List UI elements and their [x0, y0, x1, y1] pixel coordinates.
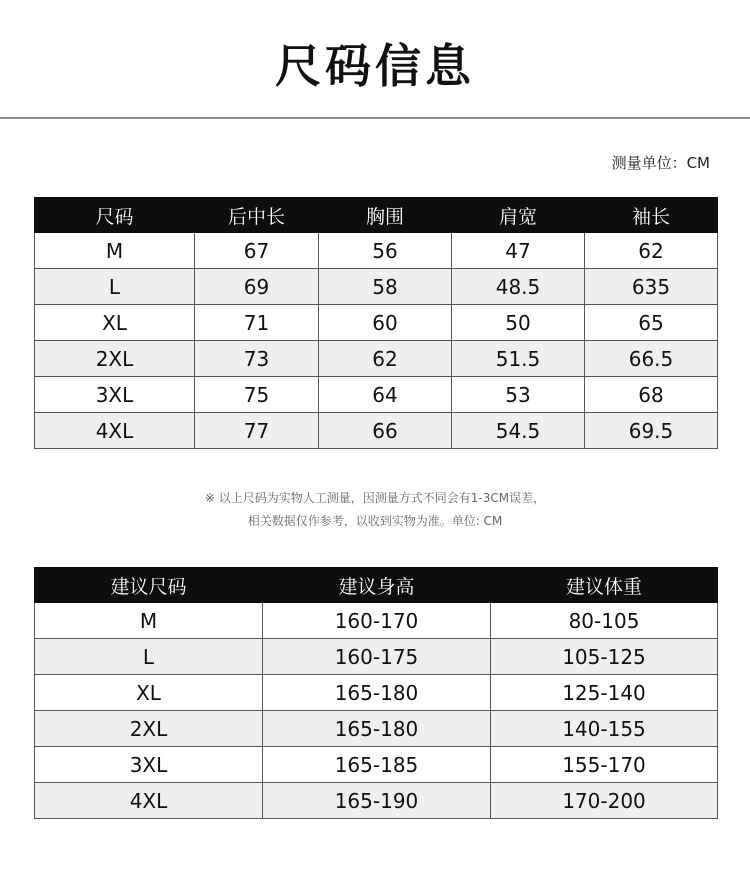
table-cell: 51.5	[452, 341, 585, 377]
table-row	[35, 305, 718, 341]
table-row	[35, 341, 718, 377]
measurement-note-line1: ※ 以上尺码为实物人工测量，因测量方式不同会有1-3CM误差，	[204, 491, 546, 505]
table-cell: 4XL	[35, 783, 263, 819]
table-cell: M	[35, 233, 195, 269]
table-cell: 4XL	[35, 413, 195, 449]
recommend-table	[34, 567, 718, 819]
table-cell: 48.5	[452, 269, 585, 305]
table-cell: 635	[585, 269, 718, 305]
table-cell: 62	[585, 233, 718, 269]
table-row	[35, 269, 718, 305]
table-cell: 54.5	[452, 413, 585, 449]
table-cell: 105-125	[491, 639, 718, 675]
table-cell: 73	[195, 341, 319, 377]
header-sleeve: 袖长	[585, 198, 718, 233]
table-cell: 160-175	[263, 639, 491, 675]
table-cell: 69	[195, 269, 319, 305]
table-row	[35, 639, 718, 675]
table-cell: 165-190	[263, 783, 491, 819]
table-cell: 69.5	[585, 413, 718, 449]
table-cell: XL	[35, 305, 195, 341]
table-cell: 56	[319, 233, 452, 269]
table-cell: 66	[319, 413, 452, 449]
measurement-note-line2: 相关数据仅作参考，以收到实物为准。单位: CM	[247, 514, 503, 528]
header-back-length: 后中长	[195, 198, 319, 233]
header-recommended-height: 建议身高	[263, 568, 491, 603]
header-shoulder: 肩宽	[452, 198, 585, 233]
table-cell: 71	[195, 305, 319, 341]
measure-table	[34, 197, 718, 449]
table-cell: L	[35, 639, 263, 675]
table-cell: 165-185	[263, 747, 491, 783]
table-cell: XL	[35, 675, 263, 711]
header-recommended-weight: 建议体重	[491, 568, 718, 603]
header-size: 尺码	[35, 198, 195, 233]
table-row	[35, 603, 718, 639]
table-cell: 80-105	[491, 603, 718, 639]
table-cell: 67	[195, 233, 319, 269]
table-cell: 50	[452, 305, 585, 341]
table-cell: 60	[319, 305, 452, 341]
table-cell: 65	[585, 305, 718, 341]
table-cell: M	[35, 603, 263, 639]
table-cell: 77	[195, 413, 319, 449]
recommend-header-row	[35, 568, 718, 603]
table-cell: 3XL	[35, 747, 263, 783]
table-cell: 75	[195, 377, 319, 413]
table-row	[35, 233, 718, 269]
table-cell: 125-140	[491, 675, 718, 711]
table-cell: 53	[452, 377, 585, 413]
table-cell: L	[35, 269, 195, 305]
table-cell: 170-200	[491, 783, 718, 819]
header-recommended-size: 建议尺码	[35, 568, 263, 603]
page-title: 尺码信息	[275, 39, 475, 93]
table-row	[35, 747, 718, 783]
measure-header-row	[35, 198, 718, 233]
table-cell: 160-170	[263, 603, 491, 639]
table-row	[35, 413, 718, 449]
table-cell: 165-180	[263, 675, 491, 711]
table-cell: 62	[319, 341, 452, 377]
table-cell: 2XL	[35, 341, 195, 377]
table-cell: 2XL	[35, 711, 263, 747]
table-cell: 140-155	[491, 711, 718, 747]
header-chest: 胸围	[319, 198, 452, 233]
table-row	[35, 377, 718, 413]
table-row	[35, 675, 718, 711]
table-cell: 64	[319, 377, 452, 413]
table-cell: 155-170	[491, 747, 718, 783]
table-cell: 58	[319, 269, 452, 305]
table-cell: 3XL	[35, 377, 195, 413]
table-row	[35, 783, 718, 819]
table-row	[35, 711, 718, 747]
table-cell: 68	[585, 377, 718, 413]
table-cell: 165-180	[263, 711, 491, 747]
table-cell: 66.5	[585, 341, 718, 377]
unit-label: 测量单位：CM	[611, 154, 710, 172]
title-divider	[0, 117, 750, 119]
table-cell: 47	[452, 233, 585, 269]
